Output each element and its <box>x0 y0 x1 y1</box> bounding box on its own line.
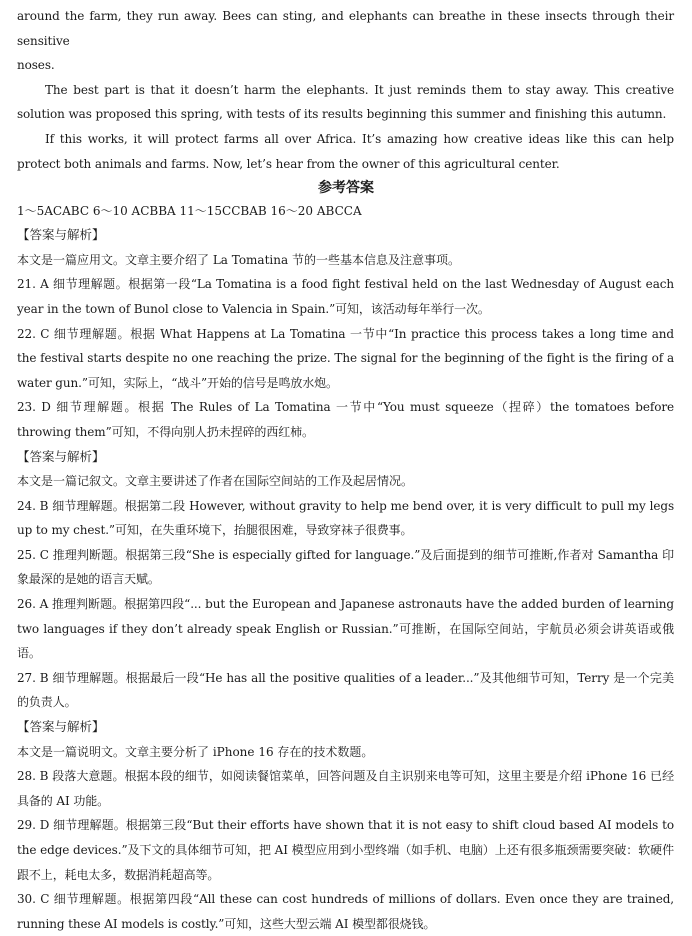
section-summary: 本文是一篇应用文。文章主要介绍了 La Tomatina 节的一些基本信息及注意事项。 <box>17 252 460 267</box>
answer-explanation: 21. A 细节理解题。根据第一段“La Tomatina is a food fight festival held on the last Wednesday of August each year in the town of Bunol close to Valencia in Spain.”可知，该活动每年举行一次。 <box>17 277 674 316</box>
answer-explanation: 28. B 段落大意题。根据本段的细节，如阅读餐馆菜单，回答问题及自主识别来电等可知，这里主要是介绍 iPhone 16 已经具备的 AI 功能。 <box>17 769 674 808</box>
answer-explanation: 29. D 细节理解题。根据第三段“But their efforts have shown that it is not easy to shift cloud based AI models to the edge devices.”及下文的具体细节可知，把 AI 模型应用到小型终端（如手机、电脑）上还有很多瓶颈需要突破：软硬件跟不上，耗电太多，数据消耗超高等。 <box>17 818 674 882</box>
section-heading: 【答案与解析】 <box>17 227 105 243</box>
answer-explanation: 22. C 细节理解题。根据 What Happens at La Tomatina 一节中“In practice this process takes a long time and the festival starts despite no one reaching the prize. The signal for the beginning of the fight is the firing of a water gun.”可知，实际上，“战斗”开始的信号是鸣放水炮。 <box>17 326 674 390</box>
passage-paragraph-2: The best part is that it doesn’t harm the elephants. It just reminds them to stay away. This creative solution was proposed this spring, with tests of its results beginning this summer and finishing this autumn. <box>17 82 674 122</box>
section-heading: 【答案与解析】 <box>17 719 105 735</box>
answer-key-title: 参考答案 <box>318 180 374 197</box>
answer-explanation: 27. B 细节理解题。根据最后一段“He has all the positive qualities of a leader...”及其他细节可知，Terry 是一个完美的负责人。 <box>17 670 674 710</box>
answer-explanation: 26. A 推理判断题。根据第四段“... but the European and Japanese astronauts have the added burden of learning two languages if they don’t already speak English or Russian.”可推断，在国际空间站，宇航员必须会讲英语或俄语。 <box>17 597 674 661</box>
section-heading: 【答案与解析】 <box>17 448 105 464</box>
passage-paragraph-3: If this works, it will protect farms all over Africa. It’s amazing how creative ideas like this can help protect both animals and farms. Now, let’s hear from the owner of this agricultural center. <box>17 131 674 171</box>
answer-explanation: 24. B 细节理解题。根据第二段 However, without gravity to help me bend over, it is very difficult to pull my legs up to my chest.”可知，在失重环境下，抬腿很困难，导致穿袜子很费事。 <box>17 498 674 538</box>
section-summary: 本文是一篇说明文。文章主要分析了 iPhone 16 存在的技术数题。 <box>17 744 374 759</box>
answer-explanation: 25. C 推理判断题。根据第三段“She is especially gifted for language.”及后面提到的细节可推断,作者对 Samantha 印象最深的是她的语言天赋。 <box>17 547 674 587</box>
passage-line-1: around the farm, they run away. Bees can sting, and elephants can breathe in these insects through their sensitive <box>17 9 674 48</box>
answer-explanation: 30. C 细节理解题。根据第四段“All these can cost hundreds of millions of dollars. Even once they are trained, running these AI models is costly.”可知，这些大型云端 AI 模型都很烧钱。 <box>17 892 674 931</box>
answer-explanation: 23. D 细节理解题。根据 The Rules of La Tomatina 一节中“You must squeeze（捏碎）the tomatoes before throwing them”可知，不得向别人扔未捏碎的西红柿。 <box>17 400 674 439</box>
section-summary: 本文是一篇记叙文。文章主要讲述了作者在国际空间站的工作及起居情况。 <box>17 474 414 489</box>
answer-key-line: 1～5ACABC 6～10 ACBBA 11～15CCBAB 16～20 ABCCA <box>17 204 362 219</box>
passage-line-2: noses. <box>17 58 55 73</box>
